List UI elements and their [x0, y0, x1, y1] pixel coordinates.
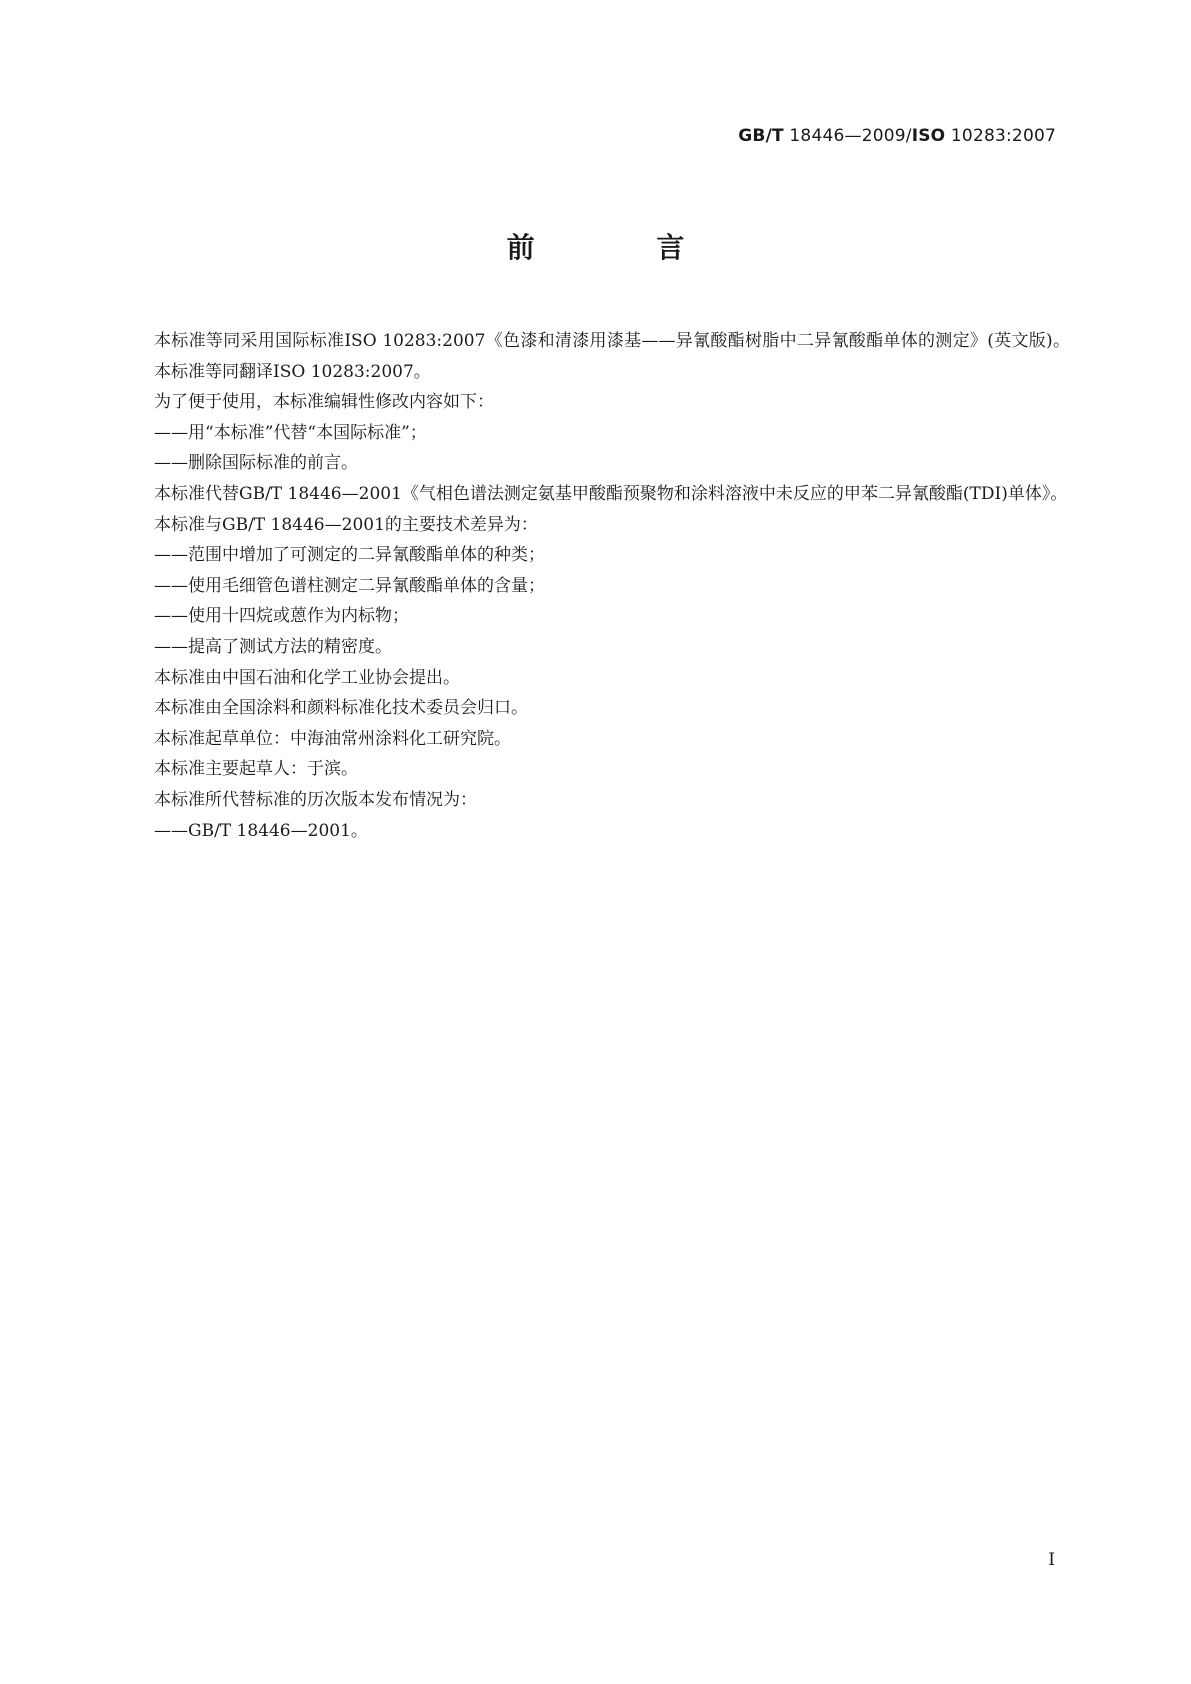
standard-code-body: 18446—2009/ [783, 126, 912, 146]
foreword-body [120, 326, 1070, 846]
list-item: ——提高了测试方法的精密度。 [154, 636, 392, 657]
paragraph: 本标准由全国涂料和颜料标准化技术委员会归口。 [154, 698, 528, 719]
page-title: 前 言 [506, 231, 741, 264]
paragraph: 本标准与GB/T 18446—2001的主要技术差异为： [154, 514, 538, 535]
standard-code-prefix: GB/T [738, 126, 784, 146]
paragraph: 本标准起草单位：中海油常州涂料化工研究院。 [154, 728, 511, 749]
standard-code-suffix: 10283:2007 [945, 126, 1056, 146]
page-number: I [1048, 1550, 1055, 1570]
paragraph: 本标准代替GB/T 18446—2001《气相色谱法测定氨基甲酸酯预聚物和涂料溶液中未反应的甲苯二异氰酸酯(TDI)单体》。 [154, 483, 1068, 504]
standard-code [738, 126, 1056, 146]
list-item: ——用“本标准”代替“本国际标准”； [154, 422, 427, 443]
paragraph: 本标准等同翻译ISO 10283:2007。 [154, 361, 431, 382]
list-item: ——GB/T 18446—2001。 [154, 820, 368, 841]
list-item: ——使用十四烷或蒽作为内标物； [154, 606, 409, 627]
list-item: ——删除国际标准的前言。 [154, 453, 358, 474]
paragraph: 本标准由中国石油和化学工业协会提出。 [154, 667, 460, 688]
list-item: ——使用毛细管色谱柱测定二异氰酸酯单体的含量； [154, 575, 545, 596]
standard-code-iso: ISO [911, 126, 946, 146]
paragraph: 为了便于使用，本标准编辑性修改内容如下： [154, 392, 494, 413]
paragraph: 本标准等同采用国际标准ISO 10283:2007《色漆和清漆用漆基——异氰酸酯树脂中二异氰酸酯单体的测定》(英文版)。 [154, 331, 1070, 351]
paragraph: 本标准主要起草人：于滨。 [154, 759, 358, 780]
list-item: ——范围中增加了可测定的二异氰酸酯单体的种类； [154, 545, 545, 566]
paragraph: 本标准所代替标准的历次版本发布情况为： [154, 789, 477, 810]
